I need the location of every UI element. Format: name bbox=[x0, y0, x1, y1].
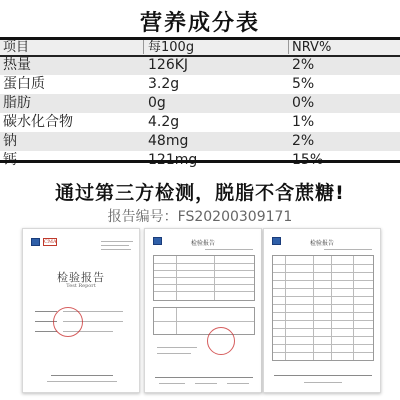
row-per100g: 3.2g bbox=[148, 76, 180, 92]
report-subtitle: Test Report bbox=[66, 283, 96, 289]
row-per100g: 48mg bbox=[148, 133, 189, 149]
header-rule bbox=[0, 55, 400, 57]
text-line bbox=[157, 353, 191, 354]
row-nrv: 0% bbox=[292, 95, 315, 111]
row-nrv: 2% bbox=[292, 57, 315, 73]
report-table bbox=[153, 307, 255, 335]
header-item: 项目 bbox=[3, 40, 30, 55]
test-headline: 通过第三方检测，脱脂不含蔗糖! bbox=[55, 182, 345, 204]
text-line bbox=[227, 383, 249, 384]
text-line bbox=[304, 382, 342, 383]
row-per100g: 4.2g bbox=[148, 114, 180, 130]
table-header-row bbox=[0, 40, 400, 56]
text-line bbox=[205, 249, 253, 250]
row-item: 蛋白质 bbox=[3, 76, 45, 92]
table-gridline bbox=[176, 308, 177, 334]
report-number: 报告编号：FS20200309171 bbox=[107, 209, 293, 225]
row-item: 钠 bbox=[3, 133, 17, 149]
table-gridline bbox=[273, 344, 373, 345]
table-gridline bbox=[313, 256, 314, 360]
table-gridline bbox=[273, 336, 373, 337]
text-line bbox=[35, 311, 57, 312]
text-line bbox=[35, 331, 57, 332]
row-nrv: 2% bbox=[292, 133, 315, 149]
table-gridline bbox=[273, 272, 373, 273]
table-gridline bbox=[154, 321, 254, 322]
table-bottom-rule bbox=[0, 160, 400, 163]
seal-stamp bbox=[207, 327, 235, 355]
report-results-image bbox=[263, 228, 381, 393]
results-page-title: 检验报告 bbox=[309, 240, 334, 247]
row-nrv: 1% bbox=[292, 114, 315, 130]
table-gridline bbox=[273, 280, 373, 281]
table-gridline bbox=[154, 277, 254, 278]
text-line bbox=[47, 381, 117, 382]
text-line bbox=[51, 375, 113, 376]
text-line bbox=[274, 375, 372, 376]
row-item: 碳水化合物 bbox=[3, 114, 73, 130]
text-line bbox=[324, 249, 372, 250]
text-line bbox=[195, 383, 217, 384]
table-gridline bbox=[154, 263, 254, 264]
text-line bbox=[101, 245, 129, 246]
signature-line bbox=[155, 377, 253, 378]
table-gridline bbox=[154, 270, 254, 271]
table-gridline bbox=[273, 320, 373, 321]
row-nrv: 5% bbox=[292, 76, 315, 92]
table-row bbox=[0, 113, 400, 132]
page-title: 营养成分表 bbox=[139, 11, 260, 36]
text-line bbox=[101, 249, 131, 250]
table-row bbox=[0, 94, 400, 113]
header-per100g: 每100g bbox=[148, 40, 195, 55]
row-item: 脂肪 bbox=[3, 95, 31, 111]
table-gridline bbox=[273, 352, 373, 353]
table-gridline bbox=[273, 264, 373, 265]
table-gridline bbox=[331, 256, 332, 360]
table-gridline bbox=[353, 256, 354, 360]
header-nrv: NRV% bbox=[292, 40, 332, 55]
column-divider bbox=[288, 40, 289, 54]
nutrition-table bbox=[0, 40, 400, 170]
seal-stamp bbox=[53, 307, 83, 337]
table-gridline bbox=[273, 312, 373, 313]
report-page-title: 检验报告 bbox=[190, 240, 215, 247]
table-gridline bbox=[273, 288, 373, 289]
row-per100g: 0g bbox=[148, 95, 166, 111]
table-gridline bbox=[154, 284, 254, 285]
table-gridline bbox=[214, 256, 215, 300]
text-line bbox=[157, 347, 197, 348]
row-item: 热量 bbox=[3, 57, 31, 73]
report-table bbox=[153, 255, 255, 301]
table-row bbox=[0, 75, 400, 94]
row-per100g: 126KJ bbox=[148, 57, 189, 73]
column-divider bbox=[143, 40, 144, 54]
text-line bbox=[159, 383, 185, 384]
report-title: 检验报告 bbox=[57, 271, 105, 284]
table-gridline bbox=[154, 291, 254, 292]
report-cover-image bbox=[22, 228, 140, 393]
report-page-image bbox=[144, 228, 262, 393]
cnas-logo-icon bbox=[31, 238, 40, 246]
table-gridline bbox=[285, 256, 286, 360]
table-gridline bbox=[273, 304, 373, 305]
cma-logo-icon: CMA bbox=[44, 239, 57, 245]
text-line bbox=[101, 241, 133, 242]
table-row bbox=[0, 132, 400, 151]
table-gridline bbox=[273, 328, 373, 329]
table-gridline bbox=[273, 296, 373, 297]
table-row bbox=[0, 56, 400, 75]
table-gridline bbox=[176, 256, 177, 300]
results-table bbox=[272, 255, 374, 361]
